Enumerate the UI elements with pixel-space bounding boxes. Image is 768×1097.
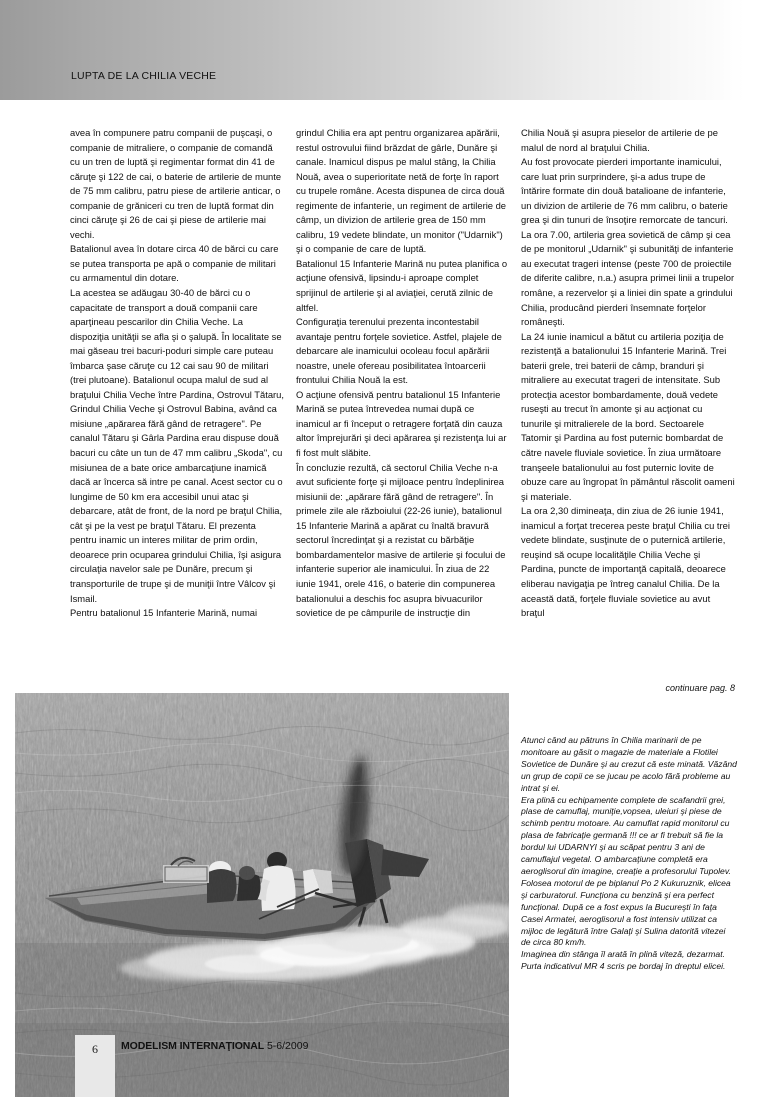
paragraph: La acestea se adăugau 30-40 de bărci cu o capacitate de transport a două companii care aparţineau pescarilor din Chilia Veche. La dispoziţia unităţii se afla şi o şalupă. În localitate se mai găseau trei bacuri-poduri simple care puteau îmbarca şase căruţe cu 12 cai sau 90 de militari (trei plutoane). Batalionul ocupa malul de sud al braţului Chilia Veche între Pardina, Ostrovul Tătaru, Grindul Chilia Veche şi Ostrovul Babina, având ca misiune „apărarea fără gând de retragere". Pe canalul Tătaru şi Gârla Pardina erau dispuse două bacuri cu câte un tun de 47 mm calibru „Skoda", cu misiunea de a bate orice ambarcaţiune inamică dacă ar încerca să intre pe canal. Acest sector cu o lungime de 50 km era accesibil unui atac şi debarcare, atât de front, de la nord pe braţul Chilia, cât şi pe la vest pe braţul Tătaru. El prezenta pentru inamic un interes militar de prim ordin, deoarece prin ocuparea grindului Chilia, îşi asigura circulaţia navelor sale pe Dunăre, precum şi transporturile de trupe şi de muniţii între Vâlcov şi Ismail. [70, 287, 284, 604]
paragraph: La ora 7.00, artileria grea sovietică de câmp şi cea de pe monitorul „Udarnik" şi subunităţi de infanterie au executat trageri intense (peste 700 de proiectile de diferite calibre, n.a.) asupra primei linii a trupelor române, a rezervelor şi a liniei din spate a grindului Chilia, producând pierderi însemnate forţelor româneşti. [521, 228, 735, 328]
caption-paragraph-1: Atunci când au pătruns în Chilia marinarii de pe monitoare au găsit o magazie de materiale a Flotilei Sovietice de Dunăre şi au crezut că este minată. Văzând un grup de copii ce se jucau pe acolo fără probleme au intrat şi ei. [521, 735, 737, 793]
paragraph: La ora 2,30 dimineaţa, din ziua de 26 iunie 1941, inamicul a forţat trecerea peste braţul Chilia cu trei vedete blindate, susţinute de o puternică artilerie, reuşind să ocupe localităţile Chilia Veche şi Pardina, puncte de importanţă capitală, deoarece eliberau navigaţia pe întreg canalul Chilia. De la această dată, forţele fluviale sovietice au avut braţul [521, 505, 730, 619]
paragraph: La 24 iunie inamicul a bătut cu artileria poziţia de rezistenţă a batalionului 15 Infanterie Marină. Trei baterii grele, trei baterii de câmp, branduri şi mitraliere au executat trageri de intensitate. Sub protecţia acestor bombardamente, două vedete ruseşti au trecut în amonte şi au acţionat cu tunurile şi mitralierele de la bord. Sectoarele Tatomir şi Pardina au fost puternic bombardat de către navele fluviale sovietice. În ziua următoare tranşeele batalionului au fost puternic lovite de obuze care au îngropat în pământul răscolit oameni şi materiale. [521, 330, 735, 502]
text-column-2 [296, 126, 510, 621]
paragraph: În concluzie rezultă, că sectorul Chilia Veche n-a avut suficiente forţe şi mijloace pentru îndeplinirea misiunii de: „apărare fără gând de retragere". În primele zile ale războiului (22-26 iunie), batalionul 15 Infanterie Marină a apărat cu înaltă bravură sectorul încredinţat şi a rezistat cu bărbăţie bombardamentelor masive de artilerie şi focului de infanterie superior ale inamicului. În ziua de 22 iunie 1941, orele 416, o baterie din compunerea batalionului a deschis foc asupra bivuacurilor sovietice de pe câmpurile de instrucţie din [296, 461, 506, 619]
text-column-3 [521, 126, 735, 621]
header-band [0, 0, 768, 100]
issue-number: 5-6/2009 [264, 1040, 309, 1052]
magazine-name: MODELISM INTERNAŢIONAL [121, 1040, 265, 1052]
paragraph: grindul Chilia era apt pentru organizarea apărării, restul ostrovului fiind brăzdat de gârle, Dunăre şi canale. Inamicul dispus pe malul stâng, la Chilia Nouă, avea o superioritate netă de forţe în raport cu trupele române. Acesta dispunea de circa două regimente de infanterie, un regiment de artilerie de câmp, un divizion de artilerie grea de 150 mm calibru, 19 vedete blindate, un monitor ("Udarnik") şi o companie de care de luptă. [296, 127, 507, 255]
page-title: LUPTA DE LA CHILIA VECHE [71, 70, 217, 82]
paragraph: Batalionul 15 Infanterie Marină nu putea planifica o acţiune ofensivă, lipsindu-i aproape complet sprijinul de artilerie şi al aviaţiei, cerută zilnic de altfel. [296, 257, 508, 313]
paragraph: Batalionul avea în dotare circa 40 de bărci cu care se putea transporta pe apă o companie de militari cu armamentul din dotare. [70, 243, 279, 284]
paragraph: avea în compunere patru companii de puşcaşi, o companie de mitraliere, o companie de comandă cu un tren de luptă şi regimentar format din 41 de căruţe şi 122 de cai, o baterie de artilerie de munte de 75 mm calibru, patru piese de artilerie anticar, o companie de grăniceri cu tren de luptă format din cinci căruţe şi 26 de cai şi piese de artilerie mai vechi. [70, 127, 282, 240]
paragraph: O acţiune ofensivă pentru batalionul 15 Infanterie Marină se putea întrevedea numai după ce inamicul ar fi început o retragere forţată din cauza altor împrejurări şi deci apărarea şi rezistenţa lui ar fi fost mult slăbite. [296, 388, 507, 459]
caption-paragraph-2: Era plină cu echipamente complete de scafandrii grei, plase de camuflaj, muniţie,vopsea, uleiuri şi piese de schimb pentru motoare. Au camuflat rapid monitorul cu plasa de fabricaţie germană !!! ce ar fi trebuit să fie la bordul lui UDARNYI şi au scăpat pentru 3 ani de camuflajul vegetal. O ambarcaţiune completă era aeroglisorul din imagine, creaţie a profesorului Tupolev. Folosea motorul de pe biplanul Po 2 Kukuruznik, elicea şi carburatorul. Funcţiona cu benzină şi era perfect funcţional. După ce a fost expus la Bucureşti în faţa Casei Armatei, aeroglisorul a fost intensiv utilizat ca mijloc de legătură între Galaţi şi Sulina datorită vitezei de circa 80 km/h. [521, 794, 731, 948]
page-number: 6 [92, 1042, 98, 1056]
text-column-1 [70, 126, 284, 621]
footer-magazine-line [121, 1040, 308, 1052]
paragraph: Au fost provocate pierderi importante inamicului, care luat prin surprindere, şi-a adus trupe de întărire formate din două batalioane de infanterie, un divizion de artilerie de 76 mm calibru, o baterie grea şi din tunuri de însoţire remorcate de tancuri. [521, 156, 728, 226]
continuation-note: continuare pag. 8 [665, 683, 735, 693]
photo-caption [521, 735, 737, 973]
paragraph: Pentru batalionul 15 Infanterie Marină, numai [70, 607, 258, 619]
paragraph: Chilia Nouă şi asupra pieselor de artilerie de pe malul de nord al braţului Chilia. [521, 127, 718, 153]
paragraph: Configuraţia terenului prezenta incontestabil avantaje pentru forţele sovietice. Astfel, plajele de debarcare ale inamicului ocoleau focul apărării noastre, unele ofereau posibilitatea întoarcerii frontului Chilia Nouă la est. [296, 316, 502, 386]
caption-paragraph-3: Imaginea din stânga îl arată în plină viteză, dezarmat. Purta indicativul MR 4 scris pe bordaj în dreptul elicei. [521, 949, 726, 972]
